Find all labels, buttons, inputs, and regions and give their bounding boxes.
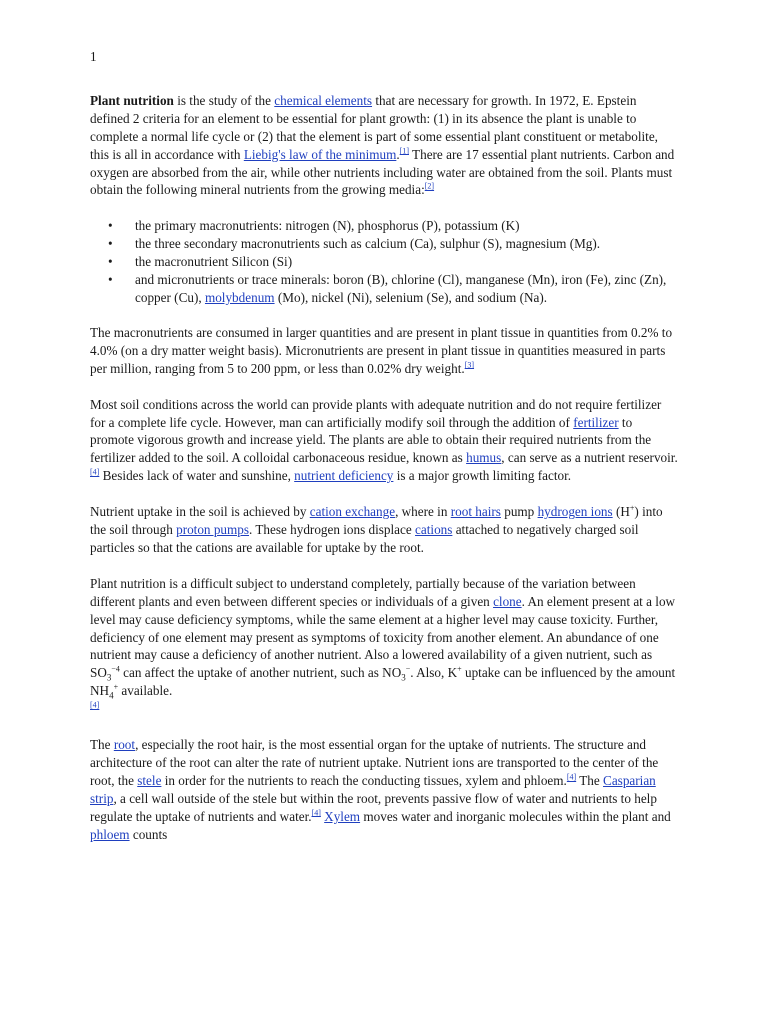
paragraph-macronutrients: The macronutrients are consumed in larger quantities and are present in plant tissue in quantities from 0.2% to 4.0% (on a dry matter weight basis). Micronutrients are present in plant tissue in quantities measured in parts per million, ranging from 5 to 200 ppm, or less than 0.02% dry weight.[3] — [90, 324, 673, 376]
paragraph-root: The root, especially the root hair, is the most essential organ for the uptake of nutrients. The structure and architecture of the root can alter the rate of nutrient uptake. Nutrient ions are transported to the center of the root, the stele in order for the nutrients to reach the conducting tissues, xylem and phloem.[4] The Casparian strip, a cell wall outside of the stele but within the root, prevents passive flow of water and nutrients to help regulate the uptake of nutrients and water.[4] Xylem moves water and inorganic molecules within the plant and phloem counts — [90, 737, 671, 842]
term-plant-nutrition: Plant nutrition — [90, 92, 174, 108]
link-phloem[interactable]: phloem — [90, 826, 130, 842]
ref-1[interactable]: [1] — [399, 146, 409, 156]
paragraph-soil: Most soil conditions across the world can provide plants with adequate nutrition and do not require fertilizer for a complete life cycle. However, man can artificially modify soil through the addition of fertilizer to promote vigorous growth and increase yield. The plants are able to obtain their required nutrients from the fertilizer added to the soil. A colloidal carbonaceous residue, known as humus, can serve as a nutrient reservoir.[4] Besides lack of water and sunshine, nutrient deficiency is a major growth limiting factor. — [90, 396, 678, 484]
link-cations[interactable]: cations — [415, 522, 453, 538]
list-item: • the three secondary macronutrients such as calcium (Ca), sulphur (S), magnesium (Mg). — [135, 235, 678, 253]
link-casparian-strip[interactable]: Casparian strip — [90, 772, 656, 806]
link-clone[interactable]: clone — [493, 593, 522, 609]
ref-4[interactable]: [4] — [566, 772, 577, 782]
list-item: • and micronutrients or trace minerals: boron (B), chlorine (Cl), manganese (Mn), iron (Fe), zinc (Zn), copper (Cu), molybdenum (Mo), nickel (Ni), selenium (Se), and sodium (Na). — [135, 271, 678, 307]
ref-4[interactable]: [4] — [90, 467, 100, 477]
paragraph-uptake: Nutrient uptake in the soil is achieved by cation exchange, where in root hairs pump hydrogen ions (H+) into the soil through proton pumps. These hydrogen ions displace cations attached to negatively charged soil particles so that the cations are available for uptake by the root. — [90, 503, 663, 555]
ref-3[interactable]: [3] — [464, 360, 475, 370]
link-xylem[interactable]: Xylem — [324, 808, 361, 824]
link-cation-exchange[interactable]: cation exchange — [309, 504, 396, 520]
link-hydrogen-ions[interactable]: hydrogen ions — [537, 504, 613, 520]
list-item: • the macronutrient Silicon (Si) — [135, 253, 678, 271]
link-humus[interactable]: humus — [466, 450, 502, 466]
link-fertilizer[interactable]: fertilizer — [573, 414, 619, 430]
ref-4[interactable]: [4] — [311, 808, 321, 818]
paragraph-difficulty: Plant nutrition is a difficult subject to understand completely, partially because of the variation between different plants and even between different species or individuals of a given clone. An element present at a low level may cause deficiency symptoms, while the same element at a higher level may cause toxicity. Further, deficiency of one element may present as symptoms of toxicity from another element. An abundance of one nutrient may cause a deficiency of another nutrient. Also a lowered availability of a given nutrient, such as $SO_3^{-4}$ can affect the uptake of another nutrient, such as $NO_3^-$. Also, K+ uptake can be influenced by the amount $NH_4^+$ available. [4] — [90, 575, 676, 710]
link-liebigs-law[interactable]: Liebig's law of the minimum — [243, 146, 397, 162]
ref-2[interactable]: [2] — [424, 182, 435, 192]
link-nutrient-deficiency[interactable]: nutrient deficiency — [294, 468, 394, 484]
list-item: • the primary macronutrients: nitrogen (N), phosphorus (P), potassium (K) — [135, 217, 678, 235]
link-root-hairs[interactable]: root hairs — [450, 504, 501, 520]
ref-4[interactable]: [4] — [90, 700, 100, 710]
nutrient-list — [90, 217, 678, 307]
link-root[interactable]: root — [113, 737, 136, 753]
link-chemical-elements[interactable]: chemical elements — [274, 92, 373, 108]
page-number: 1 — [90, 49, 97, 64]
paragraph-intro: Plant nutrition is the study of the chemical elements that are necessary for growth. In 1972, E. Epstein defined 2 criteria for an element to be essential for plant growth: (1) in its absence the plant is unable to complete a normal life cycle or (2) that the element is part of some essential plant constituent or metabolite, this is all in accordance with Liebig's law of the minimum.[1] There are 17 essential plant nutrients. Carbon and oxygen are absorbed from the air, while other nutrients including water are obtained from the soil. Plants must obtain the following mineral nutrients from the growing media:[2] — [90, 92, 675, 198]
link-proton-pumps[interactable]: proton pumps — [176, 522, 249, 538]
link-molybdenum[interactable]: molybdenum — [204, 289, 275, 305]
link-stele[interactable]: stele — [137, 772, 162, 788]
